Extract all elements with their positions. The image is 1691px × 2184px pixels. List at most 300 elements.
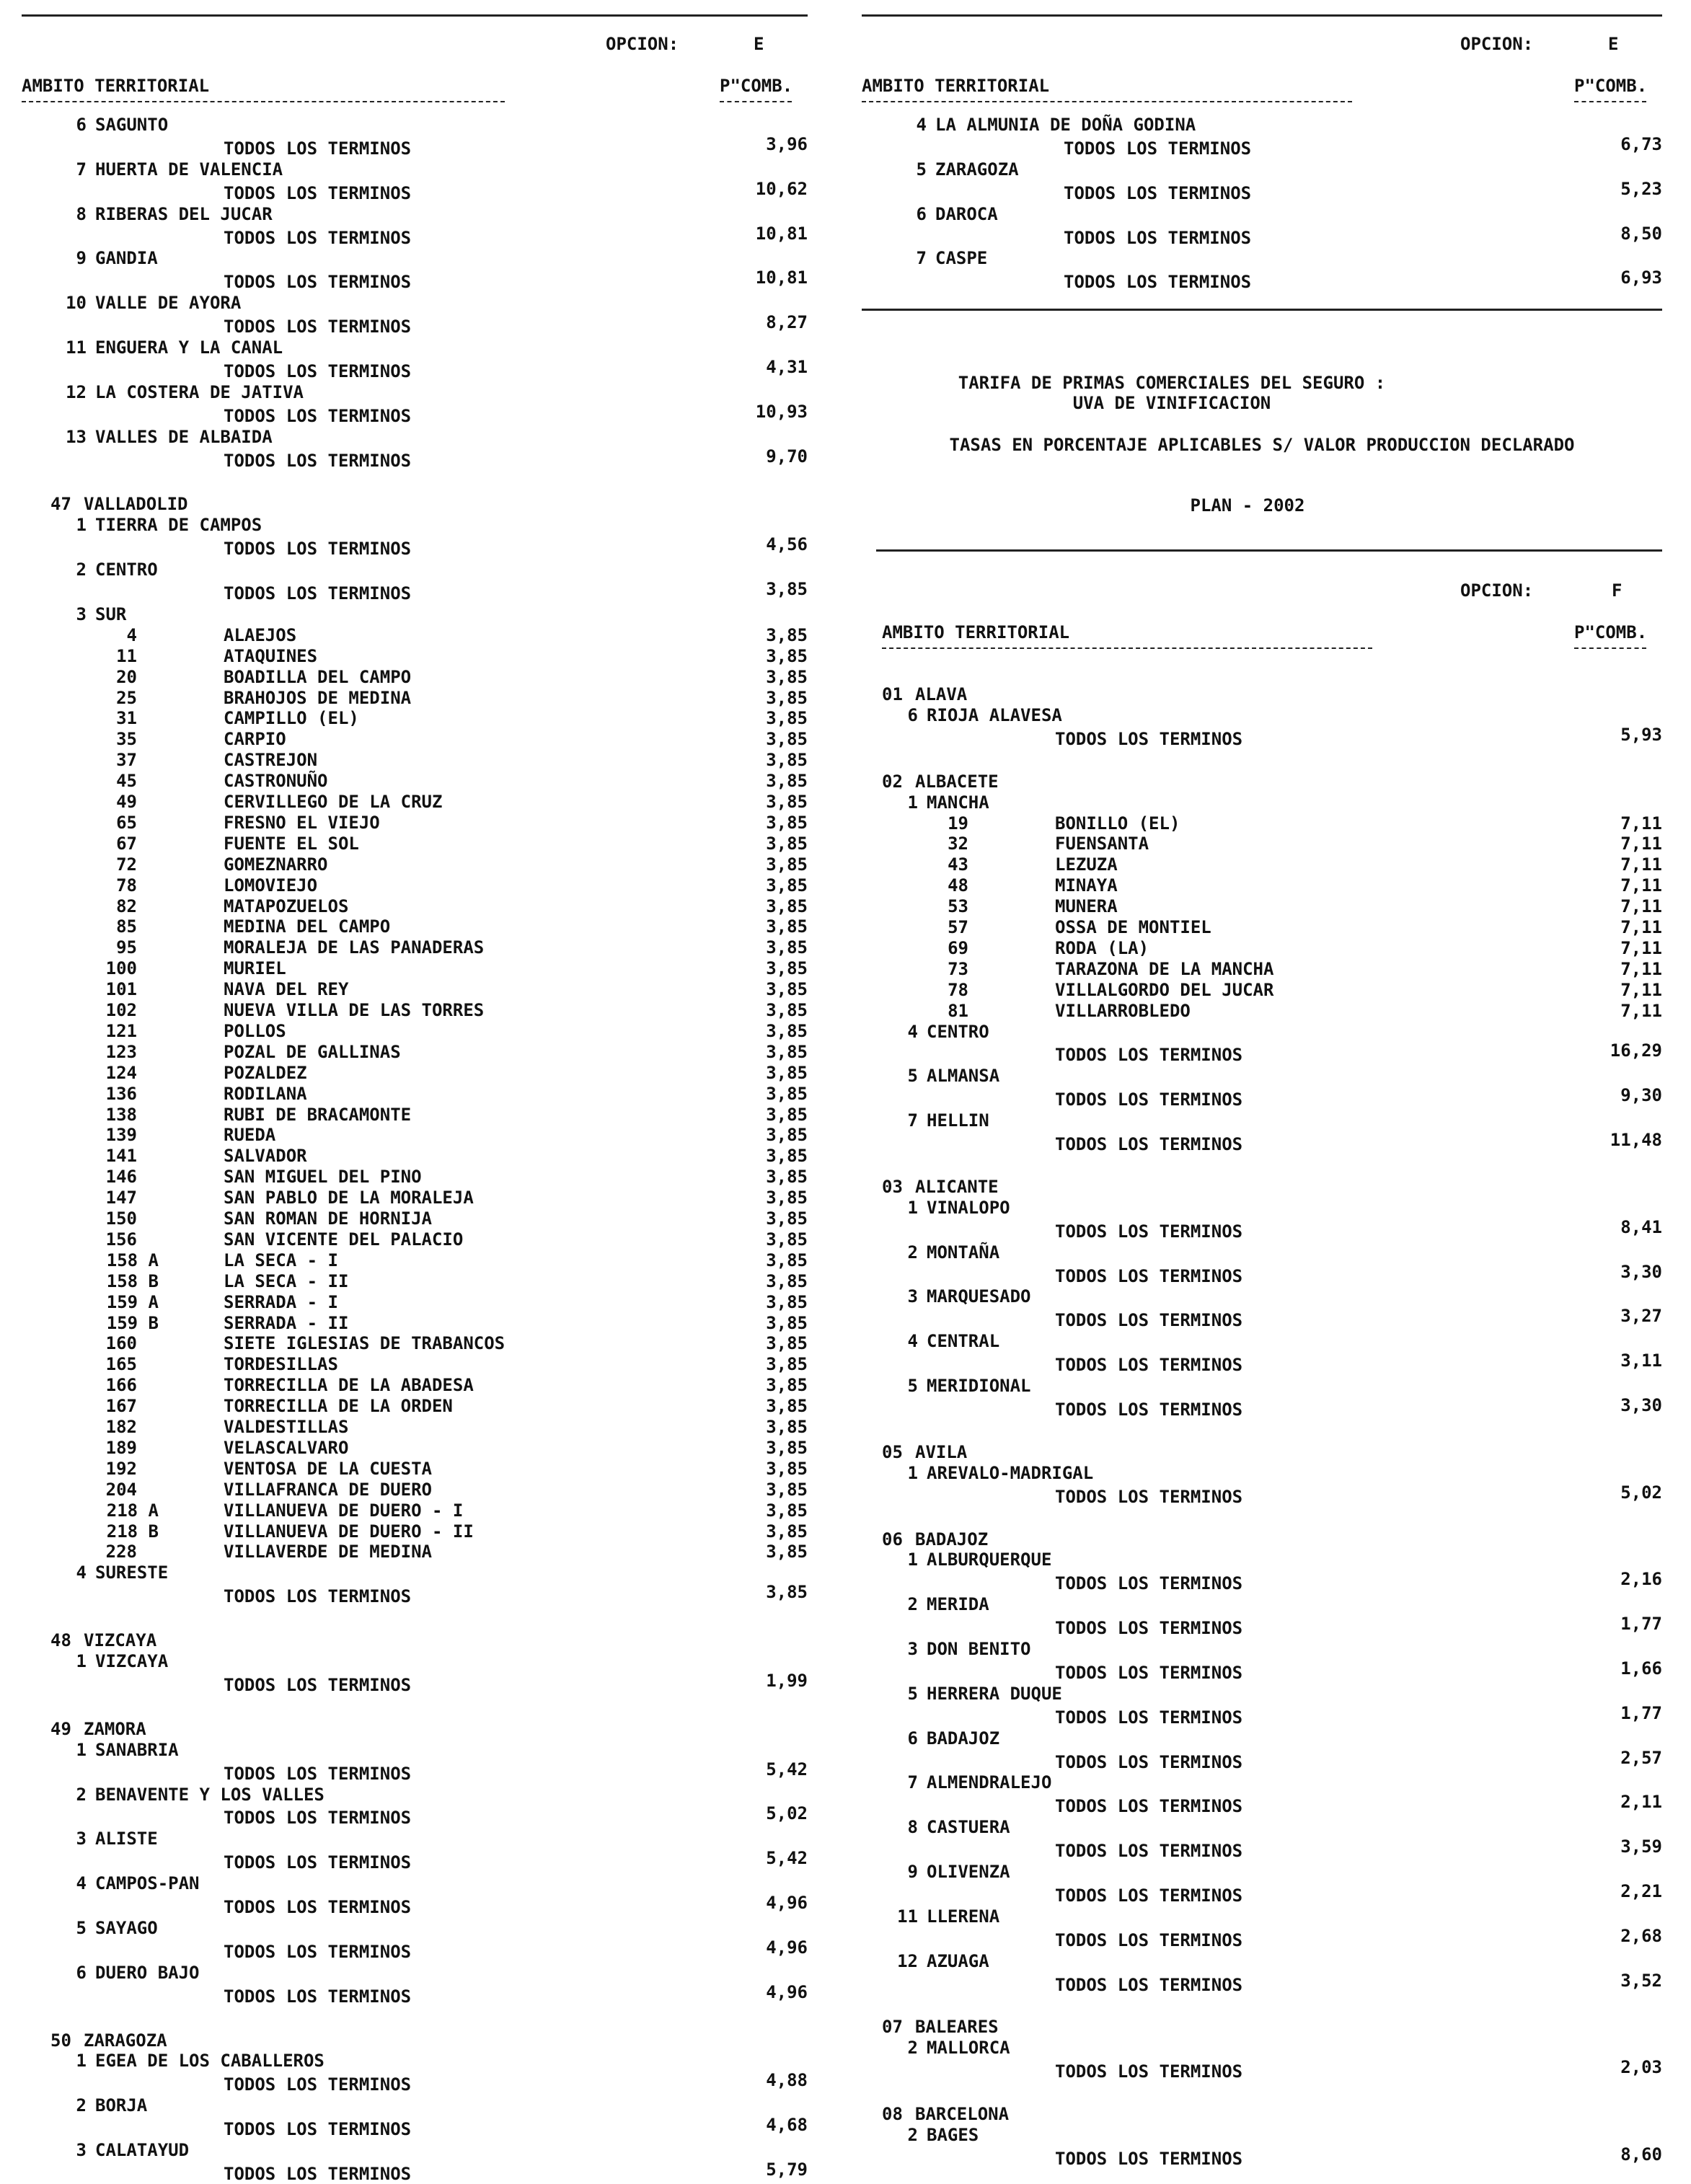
rate-value: 3,85: [766, 771, 808, 792]
term-name: VILLAFRANCA DE DUERO: [224, 1479, 432, 1500]
term-name: VELASCALVARO: [224, 1437, 349, 1458]
comarca-name: ALISTE: [95, 1829, 158, 1849]
term-code: 11: [116, 645, 137, 666]
rate-value: 3,85: [766, 1125, 808, 1146]
comarca-name: VALLES DE ALBAIDA: [95, 426, 273, 447]
rate-value: 3,85: [766, 896, 808, 916]
term-name: NAVA DEL REY: [224, 979, 349, 1000]
rate-value: 3,85: [766, 687, 808, 708]
term-code: 78: [948, 979, 968, 1000]
comarca-code: 1: [76, 1739, 87, 1760]
term-code: 53: [948, 896, 968, 917]
rate-value: 3,85: [766, 1500, 808, 1521]
term-code: 72: [116, 854, 137, 875]
comarca-name: SAYAGO: [95, 1917, 158, 1938]
rate-value: 3,30: [1620, 1261, 1662, 1282]
term-name: MUNERA: [1055, 896, 1118, 917]
term-code: 25: [116, 687, 137, 708]
rate-value: 7,11: [1620, 1000, 1662, 1021]
comarca-code: 3: [76, 604, 87, 624]
term-name: POZALDEZ: [224, 1062, 307, 1083]
term-code: 82: [116, 896, 137, 916]
rate-value: 5,02: [766, 1803, 808, 1824]
header-pcomb-f: P"COMB.: [1574, 622, 1648, 642]
rate-value: 3,30: [1620, 1394, 1662, 1415]
rate-value: 8,60: [1620, 2144, 1662, 2165]
rate-value: 3,85: [766, 1312, 808, 1333]
rate-value: 3,59: [1620, 1836, 1662, 1857]
term-name: VALDESTILLAS: [224, 1417, 349, 1437]
rate-value: 7,11: [1620, 875, 1662, 896]
comarca-code: 6: [916, 203, 927, 224]
comarca-name: MONTAÑA: [927, 1242, 1000, 1263]
comarca-code: 5: [76, 1917, 87, 1938]
all-terms-label: TODOS LOS TERMINOS: [1055, 2061, 1243, 2082]
comarca-code: 3: [76, 2140, 87, 2160]
comarca-name: TIERRA DE CAMPOS: [95, 515, 262, 536]
province-name: BARCELONA: [915, 2104, 1010, 2125]
rate-value: 4,31: [766, 356, 808, 377]
province-code: 06: [882, 1529, 903, 1549]
term-code: 218 B: [106, 1521, 159, 1542]
all-terms-label: TODOS LOS TERMINOS: [1064, 182, 1252, 203]
term-code: 95: [116, 937, 137, 958]
comarca-code: 11: [897, 1906, 918, 1927]
term-code: 65: [116, 812, 137, 833]
comarca-name: CAMPOS-PAN: [95, 1873, 200, 1894]
all-terms-label: TODOS LOS TERMINOS: [1055, 1134, 1243, 1154]
province-name: VALLADOLID: [84, 494, 188, 515]
all-terms-label: TODOS LOS TERMINOS: [224, 182, 412, 203]
comarca-name: SURESTE: [95, 1562, 169, 1583]
province-name: ALICANTE: [915, 1176, 999, 1197]
all-terms-label: TODOS LOS TERMINOS: [1055, 1221, 1243, 1242]
rate-value: 6,73: [1620, 133, 1662, 154]
comarca-name: ZARAGOZA: [935, 159, 1019, 180]
comarca-code: 11: [66, 337, 87, 358]
all-terms-label: TODOS LOS TERMINOS: [1055, 1974, 1243, 1995]
comarca-name: SUR: [95, 604, 127, 624]
province-name: VIZCAYA: [84, 1630, 157, 1651]
term-code: 67: [116, 833, 137, 854]
comarca-code: 2: [907, 2125, 918, 2145]
tariff-title-line1: TARIFA DE PRIMAS COMERCIALES DEL SEGURO :: [958, 373, 1386, 393]
province-name: ZAMORA: [84, 1718, 146, 1739]
rate-value: 3,85: [766, 1250, 808, 1270]
rate-value: 10,62: [755, 178, 808, 199]
term-name: VILLALGORDO DEL JUCAR: [1055, 979, 1274, 1000]
all-terms-label: TODOS LOS TERMINOS: [224, 1586, 412, 1607]
term-code: 160: [105, 1333, 137, 1354]
rate-value: 3,85: [766, 1188, 808, 1208]
header-pcomb: P"COMB.: [720, 76, 793, 96]
rate-value: 16,29: [1610, 1040, 1662, 1061]
province-code: 05: [882, 1441, 903, 1462]
comarca-code: 1: [76, 515, 87, 536]
comarca-code: 4: [907, 1021, 918, 1042]
rate-value: 5,02: [1620, 1482, 1662, 1503]
term-name: RUBI DE BRACAMONTE: [224, 1104, 412, 1125]
rate-value: 3,85: [766, 1375, 808, 1396]
comarca-name: ALMANSA: [927, 1066, 1000, 1087]
comarca-code: 5: [916, 159, 927, 180]
rates-line: TASAS EN PORCENTAJE APLICABLES S/ VALOR PRODUCCION DECLARADO: [949, 435, 1575, 455]
term-code: 4: [126, 624, 137, 645]
province-code: 03: [882, 1176, 903, 1197]
term-name: SERRADA - II: [224, 1312, 349, 1333]
all-terms-label: TODOS LOS TERMINOS: [1064, 272, 1252, 293]
header-underline: [22, 101, 505, 102]
province-code: 49: [50, 1718, 71, 1739]
rate-value: 3,85: [766, 1437, 808, 1458]
rate-value: 3,85: [766, 875, 808, 896]
term-code: 45: [116, 771, 137, 792]
pcomb-underline: [720, 101, 792, 102]
rate-value: 3,85: [766, 1270, 808, 1291]
rate-value: 5,79: [766, 2159, 808, 2180]
rate-value: 7,11: [1620, 979, 1662, 1000]
rate-value: 3,85: [766, 1167, 808, 1188]
term-code: 100: [105, 958, 137, 979]
pcomb-underline-f: [1574, 647, 1646, 649]
comarca-name: SAGUNTO: [95, 115, 169, 135]
rate-value: 8,50: [1620, 223, 1662, 244]
province-name: ZARAGOZA: [84, 2030, 167, 2051]
comarca-name: CALATAYUD: [95, 2140, 190, 2160]
province-name: BADAJOZ: [915, 1529, 989, 1549]
term-name: SAN VICENTE DEL PALACIO: [224, 1229, 464, 1250]
province-code: 02: [882, 771, 903, 792]
province-name: ALBACETE: [915, 771, 999, 792]
rate-value: 2,03: [1620, 2057, 1662, 2078]
all-terms-label: TODOS LOS TERMINOS: [224, 2119, 412, 2140]
comarca-name: CENTRAL: [927, 1331, 1000, 1352]
comarca-name: CENTRO: [95, 560, 158, 580]
comarca-code: 7: [907, 1110, 918, 1131]
term-code: 156: [105, 1229, 137, 1250]
province-code: 48: [50, 1630, 71, 1651]
term-name: MATAPOZUELOS: [224, 896, 349, 916]
option-value: E: [754, 34, 764, 54]
section-rule-2: [876, 549, 1662, 552]
term-name: MURIEL: [224, 958, 286, 979]
comarca-name: LA ALMUNIA DE DOÑA GODINA: [935, 115, 1196, 135]
term-code: 43: [948, 854, 968, 875]
comarca-name: RIBERAS DEL JUCAR: [95, 203, 273, 224]
term-code: 189: [105, 1437, 137, 1458]
term-code: 121: [105, 1020, 137, 1041]
all-terms-label: TODOS LOS TERMINOS: [224, 1897, 412, 1917]
rate-value: 4,56: [766, 534, 808, 555]
option-label: OPCION:: [1460, 34, 1534, 54]
term-name: RUEDA: [224, 1125, 276, 1146]
comarca-code: 3: [907, 1286, 918, 1307]
comarca-code: 12: [897, 1950, 918, 1971]
rate-value: 5,42: [766, 1848, 808, 1869]
comarca-name: ENGUERA Y LA CANAL: [95, 337, 283, 358]
comarca-code: 6: [907, 1728, 918, 1748]
term-name: TARAZONA DE LA MANCHA: [1055, 958, 1274, 979]
comarca-name: HERRERA DUQUE: [927, 1683, 1062, 1704]
comarca-name: GANDIA: [95, 248, 158, 269]
comarca-code: 7: [916, 248, 927, 269]
header-ambito: AMBITO TERRITORIAL: [22, 76, 210, 96]
rate-value: 3,85: [766, 958, 808, 979]
rate-value: 7,11: [1620, 917, 1662, 937]
comarca-name: VALLE DE AYORA: [95, 293, 242, 314]
comarca-name: AZUAGA: [927, 1950, 989, 1971]
term-name: SAN MIGUEL DEL PINO: [224, 1167, 422, 1188]
all-terms-label: TODOS LOS TERMINOS: [224, 450, 412, 471]
all-terms-label: TODOS LOS TERMINOS: [1055, 1885, 1243, 1906]
rate-value: 7,11: [1620, 958, 1662, 979]
comarca-code: 6: [907, 704, 918, 725]
all-terms-label: TODOS LOS TERMINOS: [224, 405, 412, 426]
plan-label: PLAN - 2002: [1190, 495, 1305, 516]
rate-value: 3,85: [766, 1396, 808, 1417]
all-terms-label: TODOS LOS TERMINOS: [1055, 1045, 1243, 1066]
term-code: 141: [105, 1146, 137, 1167]
rate-value: 3,85: [766, 579, 808, 599]
province-name: AVILA: [915, 1441, 968, 1462]
term-code: 159 B: [106, 1312, 159, 1333]
all-terms-label: TODOS LOS TERMINOS: [224, 317, 412, 337]
rate-value: 10,81: [755, 223, 808, 244]
comarca-name: MANCHA: [927, 792, 989, 813]
rate-value: 3,85: [766, 1521, 808, 1542]
term-name: RODILANA: [224, 1083, 307, 1104]
comarca-code: 13: [66, 426, 87, 447]
term-code: 19: [948, 813, 968, 834]
comarca-name: LA COSTERA DE JATIVA: [95, 381, 304, 402]
rate-value: 3,85: [766, 1354, 808, 1375]
rate-value: 3,85: [766, 1083, 808, 1104]
rate-value: 9,70: [766, 446, 808, 467]
term-name: ATAQUINES: [224, 645, 318, 666]
rate-value: 3,85: [766, 1104, 808, 1125]
term-code: 158 B: [106, 1270, 159, 1291]
province-name: BALEARES: [915, 2017, 999, 2038]
rate-value: 3,85: [766, 729, 808, 750]
all-terms-label: TODOS LOS TERMINOS: [1055, 1841, 1243, 1862]
term-name: SAN ROMAN DE HORNIJA: [224, 1208, 432, 1229]
rate-value: 4,68: [766, 2115, 808, 2136]
rate-value: 7,11: [1620, 896, 1662, 917]
rate-value: 2,11: [1620, 1792, 1662, 1813]
term-name: CASTREJON: [224, 750, 318, 771]
all-terms-label: TODOS LOS TERMINOS: [1055, 1707, 1243, 1728]
term-code: 73: [948, 958, 968, 979]
rate-value: 3,85: [766, 750, 808, 771]
rate-value: 3,85: [766, 1041, 808, 1062]
rate-value: 1,99: [766, 1670, 808, 1691]
term-name: FRESNO EL VIEJO: [224, 812, 380, 833]
rate-value: 2,21: [1620, 1880, 1662, 1901]
term-code: 35: [116, 729, 137, 750]
comarca-code: 8: [76, 203, 87, 224]
term-name: TORDESILLAS: [224, 1354, 338, 1375]
term-name: FUENSANTA: [1055, 834, 1149, 854]
rate-value: 6,93: [1620, 268, 1662, 288]
rate-value: 3,85: [766, 1291, 808, 1312]
comarca-code: 5: [907, 1376, 918, 1396]
term-name: ALAEJOS: [224, 624, 297, 645]
rate-value: 3,85: [766, 833, 808, 854]
term-code: 20: [116, 666, 137, 687]
term-name: LEZUZA: [1055, 854, 1118, 875]
term-code: 159 A: [106, 1291, 159, 1312]
term-name: BRAHOJOS DE MEDINA: [224, 687, 412, 708]
term-name: MEDINA DEL CAMPO: [224, 916, 391, 937]
term-code: 150: [105, 1208, 137, 1229]
comarca-code: 4: [76, 1873, 87, 1894]
rate-value: 5,93: [1620, 724, 1662, 745]
comarca-name: HELLIN: [927, 1110, 989, 1131]
all-terms-label: TODOS LOS TERMINOS: [224, 1986, 412, 2007]
term-code: 69: [948, 937, 968, 958]
comarca-code: 2: [76, 2095, 87, 2116]
all-terms-label: TODOS LOS TERMINOS: [1055, 1399, 1243, 1420]
all-terms-label: TODOS LOS TERMINOS: [224, 583, 412, 604]
rate-value: 3,85: [766, 812, 808, 833]
all-terms-label: TODOS LOS TERMINOS: [1055, 1662, 1243, 1683]
rate-value: 7,11: [1620, 834, 1662, 854]
rate-value: 3,85: [766, 708, 808, 729]
all-terms-label: TODOS LOS TERMINOS: [1055, 1310, 1243, 1331]
term-code: 139: [105, 1125, 137, 1146]
term-name: RODA (LA): [1055, 937, 1149, 958]
all-terms-label: TODOS LOS TERMINOS: [224, 1808, 412, 1829]
term-name: SERRADA - I: [224, 1291, 338, 1312]
comarca-name: VINALOPO: [927, 1197, 1010, 1218]
term-name: SALVADOR: [224, 1146, 307, 1167]
rate-value: 3,52: [1620, 1970, 1662, 1991]
term-name: CERVILLEGO DE LA CRUZ: [224, 792, 443, 812]
pcomb-underline: [1574, 101, 1646, 102]
term-name: MORALEJA DE LAS PANADERAS: [224, 937, 485, 958]
all-terms-label: TODOS LOS TERMINOS: [1055, 1618, 1243, 1639]
tariff-title-line2: UVA DE VINIFICACION: [1072, 393, 1271, 413]
rate-value: 3,85: [766, 1582, 808, 1603]
term-name: NUEVA VILLA DE LAS TORRES: [224, 1000, 485, 1020]
term-name: CARPIO: [224, 729, 286, 750]
comarca-code: 2: [76, 560, 87, 580]
all-terms-label: TODOS LOS TERMINOS: [1055, 1355, 1243, 1376]
option-value: E: [1608, 34, 1619, 54]
comarca-code: 12: [66, 381, 87, 402]
rate-value: 10,81: [755, 268, 808, 288]
comarca-code: 4: [907, 1331, 918, 1352]
term-code: 136: [105, 1083, 137, 1104]
comarca-code: 5: [907, 1066, 918, 1087]
section-rule: [862, 309, 1662, 311]
all-terms-label: TODOS LOS TERMINOS: [1064, 138, 1252, 159]
rate-value: 7,11: [1620, 813, 1662, 834]
header-ambito-f: AMBITO TERRITORIAL: [882, 622, 1070, 642]
comarca-code: 3: [76, 1829, 87, 1849]
comarca-name: CASPE: [935, 248, 988, 269]
term-code: 146: [105, 1167, 137, 1188]
comarca-name: ALMENDRALEJO: [927, 1772, 1052, 1793]
header-underline: [862, 101, 1352, 102]
term-code: 204: [105, 1479, 137, 1500]
comarca-name: MARQUESADO: [927, 1286, 1031, 1307]
term-code: 37: [116, 750, 137, 771]
all-terms-label: TODOS LOS TERMINOS: [1055, 1265, 1243, 1286]
term-name: SIETE IGLESIAS DE TRABANCOS: [224, 1333, 505, 1354]
term-code: 101: [105, 979, 137, 1000]
comarca-name: AREVALO-MADRIGAL: [927, 1462, 1094, 1483]
comarca-code: 7: [76, 159, 87, 180]
header-underline-f: [882, 647, 1372, 649]
rate-value: 3,85: [766, 1146, 808, 1167]
top-rule: [22, 14, 808, 17]
rate-value: 11,48: [1610, 1130, 1662, 1150]
comarca-name: CASTUERA: [927, 1817, 1010, 1838]
comarca-code: 9: [907, 1862, 918, 1882]
all-terms-label: TODOS LOS TERMINOS: [1055, 1929, 1243, 1950]
rate-value: 5,23: [1620, 178, 1662, 199]
term-code: 182: [105, 1417, 137, 1437]
term-name: FUENTE EL SOL: [224, 833, 359, 854]
comarca-code: 9: [76, 248, 87, 269]
rate-value: 8,27: [766, 312, 808, 333]
comarca-name: SANABRIA: [95, 1739, 179, 1760]
comarca-code: 6: [76, 1962, 87, 1983]
option-label: OPCION:: [606, 34, 679, 54]
term-code: 48: [948, 875, 968, 896]
term-name: TORRECILLA DE LA ABADESA: [224, 1375, 474, 1396]
all-terms-label: TODOS LOS TERMINOS: [224, 227, 412, 248]
comarca-name: EGEA DE LOS CABALLEROS: [95, 2051, 324, 2072]
comarca-name: DUERO BAJO: [95, 1962, 200, 1983]
rate-value: 3,85: [766, 1020, 808, 1041]
comarca-code: 2: [907, 1242, 918, 1263]
term-name: POZAL DE GALLINAS: [224, 1041, 401, 1062]
comarca-name: VIZCAYA: [95, 1651, 169, 1671]
all-terms-label: TODOS LOS TERMINOS: [224, 2074, 412, 2095]
term-name: GOMEZNARRO: [224, 854, 328, 875]
term-code: 165: [105, 1354, 137, 1375]
comarca-name: MALLORCA: [927, 2038, 1010, 2059]
rate-value: 3,85: [766, 666, 808, 687]
all-terms-label: TODOS LOS TERMINOS: [1064, 227, 1252, 248]
rate-value: 1,77: [1620, 1614, 1662, 1635]
term-code: 218 A: [106, 1500, 159, 1521]
term-name: LOMOVIEJO: [224, 875, 318, 896]
term-name: POLLOS: [224, 1020, 286, 1041]
comarca-name: LLERENA: [927, 1906, 1000, 1927]
option-label-f: OPCION:: [1460, 580, 1534, 601]
all-terms-label: TODOS LOS TERMINOS: [1055, 1573, 1243, 1594]
rate-value: 3,96: [766, 133, 808, 154]
rate-value: 4,96: [766, 1893, 808, 1913]
term-code: 228: [105, 1542, 137, 1562]
term-name: VILLANUEVA DE DUERO - I: [224, 1500, 464, 1521]
comarca-code: 5: [907, 1683, 918, 1704]
term-code: 147: [105, 1188, 137, 1208]
header-pcomb: P"COMB.: [1574, 76, 1648, 96]
term-code: 78: [116, 875, 137, 896]
term-code: 81: [948, 1000, 968, 1021]
all-terms-label: TODOS LOS TERMINOS: [1055, 1486, 1243, 1507]
term-name: BONILLO (EL): [1055, 813, 1180, 834]
comarca-name: HUERTA DE VALENCIA: [95, 159, 283, 180]
term-name: CASTRONUÑO: [224, 771, 328, 792]
rate-value: 2,57: [1620, 1747, 1662, 1768]
rate-value: 7,11: [1620, 854, 1662, 875]
rate-value: 1,66: [1620, 1658, 1662, 1679]
